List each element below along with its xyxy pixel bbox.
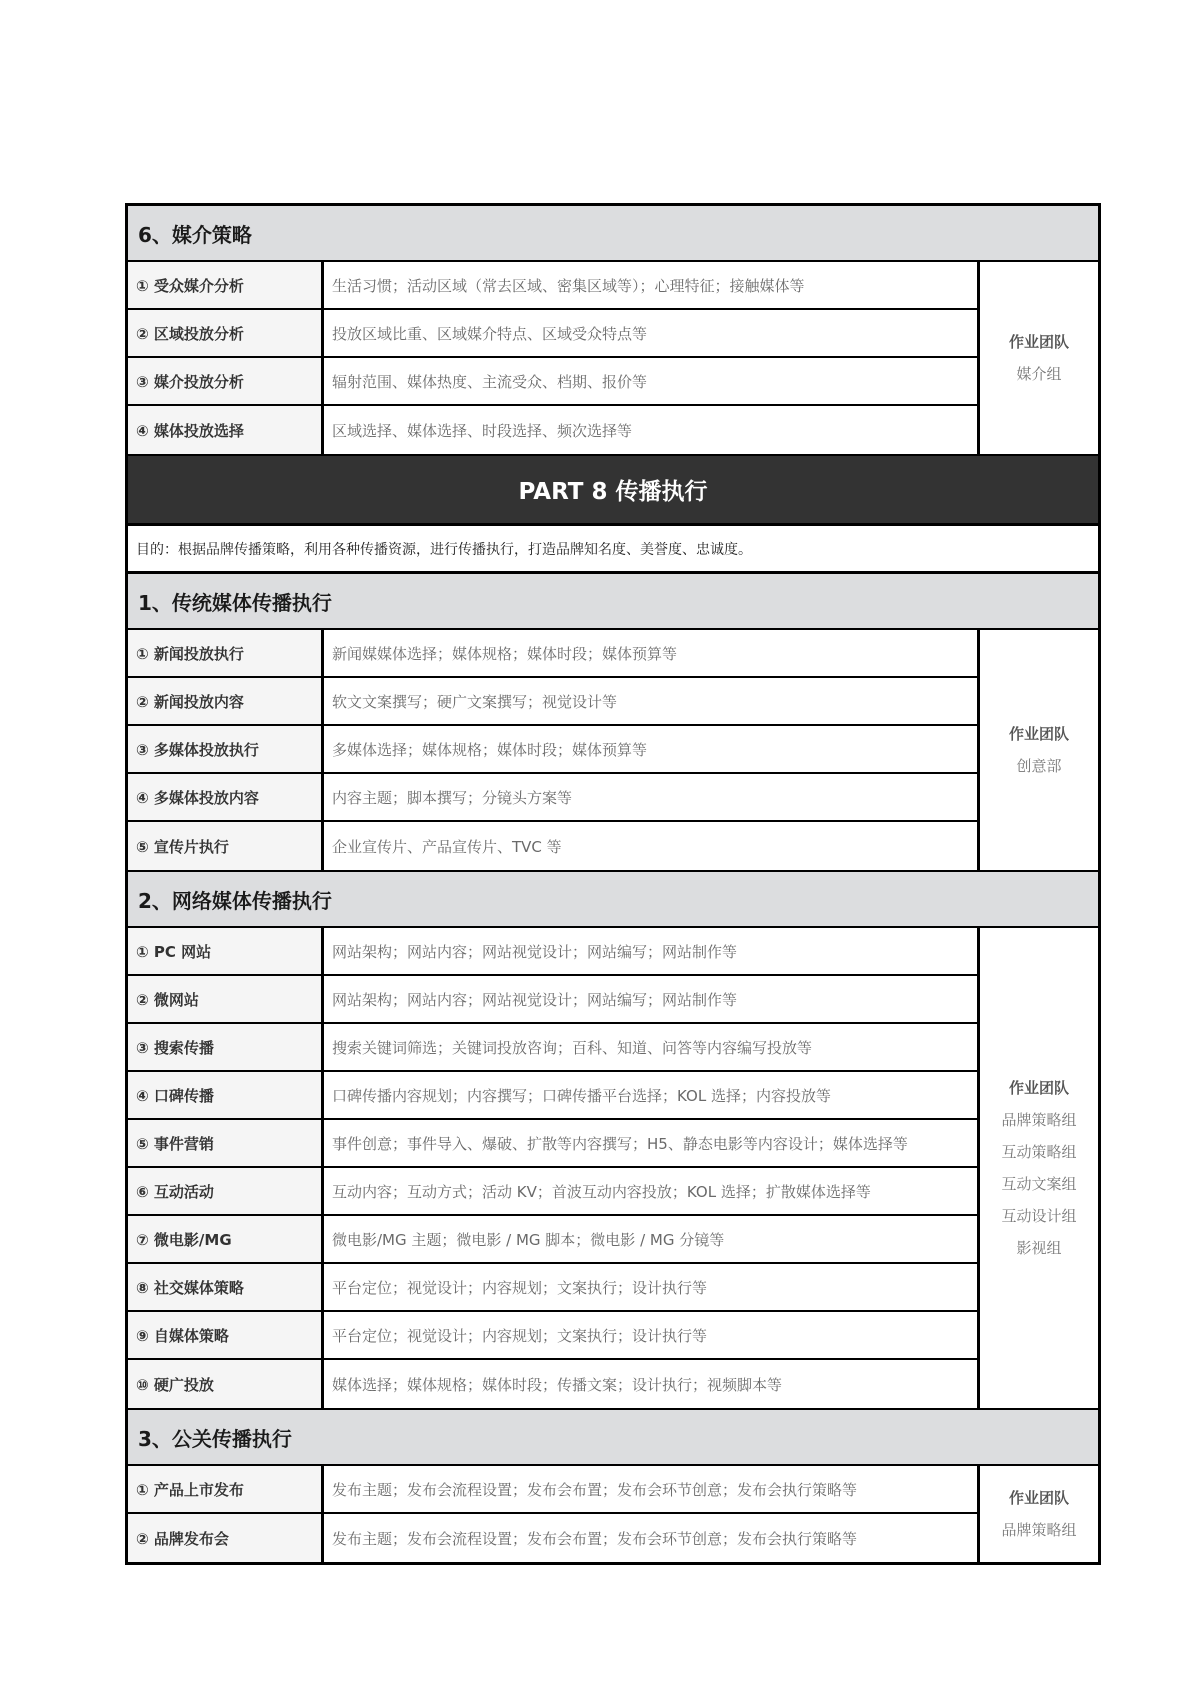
table-row bbox=[128, 822, 977, 870]
table-row bbox=[128, 1264, 977, 1312]
group-media-strategy bbox=[128, 262, 1098, 456]
row-desc: 发布主题；发布会流程设置；发布会布置；发布会环节创意；发布会执行策略等 bbox=[324, 1514, 977, 1562]
row-desc: 媒体选择；媒体规格；媒体时段；传播文案；设计执行；视频脚本等 bbox=[324, 1360, 977, 1408]
table-row bbox=[128, 1168, 977, 1216]
row-desc: 多媒体选择；媒体规格；媒体时段；媒体预算等 bbox=[324, 726, 977, 772]
row-label: ④ 媒体投放选择 bbox=[128, 406, 324, 454]
row-label: ② 新闻投放内容 bbox=[128, 678, 324, 724]
row-label: ③ 媒介投放分析 bbox=[128, 358, 324, 404]
team-member: 品牌策略组 bbox=[1001, 1111, 1077, 1129]
row-label: ③ 搜索传播 bbox=[128, 1024, 324, 1070]
row-label: ⑨ 自媒体策略 bbox=[128, 1312, 324, 1358]
table-row bbox=[128, 976, 977, 1024]
team-member: 互动文案组 bbox=[1001, 1175, 1077, 1193]
team-title: 作业团队 bbox=[1008, 333, 1069, 351]
row-desc: 投放区域比重、区域媒介特点、区域受众特点等 bbox=[324, 310, 977, 356]
table-row bbox=[128, 1466, 977, 1514]
table-row bbox=[128, 928, 977, 976]
row-desc: 事件创意；事件导入、爆破、扩散等内容撰写；H5、静态电影等内容设计；媒体选择等 bbox=[324, 1120, 977, 1166]
row-label: ① 受众媒介分析 bbox=[128, 262, 324, 308]
row-desc: 内容主题；脚本撰写；分镜头方案等 bbox=[324, 774, 977, 820]
row-desc: 搜索关键词筛选；关键词投放咨询；百科、知道、问答等内容编写投放等 bbox=[324, 1024, 977, 1070]
team-cell bbox=[977, 630, 1098, 870]
team-cell bbox=[977, 1466, 1098, 1562]
team-member: 创意部 bbox=[1016, 757, 1062, 775]
section-header-media-strategy: 6、媒介策略 bbox=[128, 206, 1098, 262]
table-row bbox=[128, 1216, 977, 1264]
row-label: ② 区域投放分析 bbox=[128, 310, 324, 356]
table-row bbox=[128, 1120, 977, 1168]
table-row bbox=[128, 1360, 977, 1408]
table-row bbox=[128, 1072, 977, 1120]
row-label: ④ 多媒体投放内容 bbox=[128, 774, 324, 820]
part-purpose: 目的：根据品牌传播策略，利用各种传播资源，进行传播执行，打造品牌知名度、美誉度、忠诚度。 bbox=[128, 526, 1098, 574]
row-desc: 企业宣传片、产品宣传片、TVC 等 bbox=[324, 822, 977, 870]
row-label: ⑧ 社交媒体策略 bbox=[128, 1264, 324, 1310]
row-label: ⑩ 硬广投放 bbox=[128, 1360, 324, 1408]
row-label: ① 产品上市发布 bbox=[128, 1466, 324, 1512]
table-row bbox=[128, 358, 977, 406]
row-desc: 口碑传播内容规划；内容撰写；口碑传播平台选择；KOL 选择；内容投放等 bbox=[324, 1072, 977, 1118]
table-row bbox=[128, 678, 977, 726]
table-row bbox=[128, 310, 977, 358]
team-member: 影视组 bbox=[1016, 1239, 1062, 1257]
row-desc: 区域选择、媒体选择、时段选择、频次选择等 bbox=[324, 406, 977, 454]
row-label: ④ 口碑传播 bbox=[128, 1072, 324, 1118]
team-title: 作业团队 bbox=[1008, 1079, 1069, 1097]
row-desc: 平台定位；视觉设计；内容规划；文案执行；设计执行等 bbox=[324, 1312, 977, 1358]
group-pr bbox=[128, 1466, 1098, 1562]
row-label: ⑤ 宣传片执行 bbox=[128, 822, 324, 870]
team-member: 互动设计组 bbox=[1001, 1207, 1077, 1225]
plan-table bbox=[125, 203, 1101, 1565]
team-title: 作业团队 bbox=[1008, 725, 1069, 743]
team-member: 互动策略组 bbox=[1001, 1143, 1077, 1161]
part-title: PART 8 传播执行 bbox=[128, 456, 1098, 526]
row-label: ① PC 网站 bbox=[128, 928, 324, 974]
team-member: 媒介组 bbox=[1016, 365, 1062, 383]
row-label: ② 微网站 bbox=[128, 976, 324, 1022]
row-desc: 生活习惯；活动区域（常去区域、密集区域等）；心理特征；接触媒体等 bbox=[324, 262, 977, 308]
team-title: 作业团队 bbox=[1008, 1489, 1069, 1507]
section-header-pr: 3、公关传播执行 bbox=[128, 1410, 1098, 1466]
row-label: ⑤ 事件营销 bbox=[128, 1120, 324, 1166]
section-header-online: 2、网络媒体传播执行 bbox=[128, 872, 1098, 928]
row-desc: 平台定位；视觉设计；内容规划；文案执行；设计执行等 bbox=[324, 1264, 977, 1310]
table-row bbox=[128, 726, 977, 774]
table-row bbox=[128, 262, 977, 310]
row-desc: 互动内容；互动方式；活动 KV；首波互动内容投放；KOL 选择；扩散媒体选择等 bbox=[324, 1168, 977, 1214]
row-desc: 网站架构；网站内容；网站视觉设计；网站编写；网站制作等 bbox=[324, 976, 977, 1022]
section-header-traditional: 1、传统媒体传播执行 bbox=[128, 574, 1098, 630]
row-label: ① 新闻投放执行 bbox=[128, 630, 324, 676]
row-desc: 新闻媒媒体选择；媒体规格；媒体时段；媒体预算等 bbox=[324, 630, 977, 676]
table-row bbox=[128, 1024, 977, 1072]
row-label: ⑦ 微电影/MG bbox=[128, 1216, 324, 1262]
table-row bbox=[128, 1514, 977, 1562]
row-desc: 软文文案撰写；硬广文案撰写；视觉设计等 bbox=[324, 678, 977, 724]
row-desc: 网站架构；网站内容；网站视觉设计；网站编写；网站制作等 bbox=[324, 928, 977, 974]
row-desc: 微电影/MG 主题；微电影 / MG 脚本；微电影 / MG 分镜等 bbox=[324, 1216, 977, 1262]
group-online bbox=[128, 928, 1098, 1410]
team-cell bbox=[977, 928, 1098, 1408]
table-row bbox=[128, 1312, 977, 1360]
team-member: 品牌策略组 bbox=[1001, 1521, 1077, 1539]
row-label: ② 品牌发布会 bbox=[128, 1514, 324, 1562]
table-row bbox=[128, 630, 977, 678]
group-traditional bbox=[128, 630, 1098, 872]
team-cell bbox=[977, 262, 1098, 454]
row-label: ③ 多媒体投放执行 bbox=[128, 726, 324, 772]
table-row bbox=[128, 774, 977, 822]
row-label: ⑥ 互动活动 bbox=[128, 1168, 324, 1214]
row-desc: 辐射范围、媒体热度、主流受众、档期、报价等 bbox=[324, 358, 977, 404]
table-row bbox=[128, 406, 977, 454]
row-desc: 发布主题；发布会流程设置；发布会布置；发布会环节创意；发布会执行策略等 bbox=[324, 1466, 977, 1512]
